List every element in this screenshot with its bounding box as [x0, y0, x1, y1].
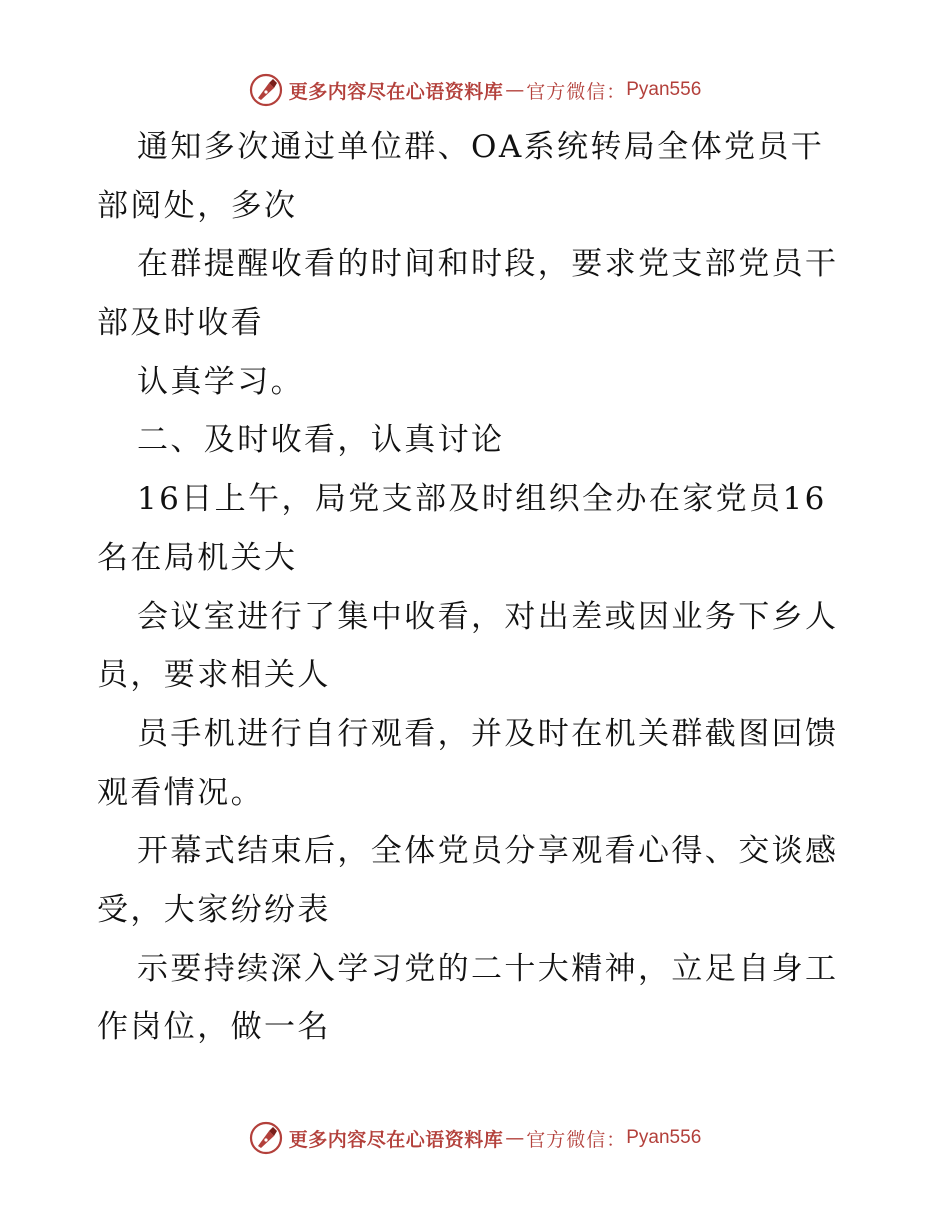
text-line: 二、及时收看，认真讨论: [137, 422, 505, 459]
text-line: 示要持续深入学习党的二十大精神，立足自身工: [137, 950, 839, 987]
text-line: 16日上午，局党支部及时组织全办在家党员16: [137, 481, 827, 518]
footer-watermark: [0, 1118, 950, 1158]
watermark-official-label: 官方微信：: [526, 80, 627, 103]
watermark-wechat-id: Pyan556: [626, 79, 702, 100]
pen-nib-logo-icon: [249, 1121, 283, 1155]
text-line: 名在局机关大: [97, 539, 298, 576]
text-line: 在群提醒收看的时间和时段，要求党支部党员干: [137, 246, 839, 283]
text-line: 受，大家纷纷表: [97, 891, 331, 928]
text-line: 员，要求相关人: [97, 657, 331, 694]
text-line: 通知多次通过单位群、OA系统转局全体党员干: [137, 129, 825, 165]
text-line: 会议室进行了集中收看，对出差或因业务下乡人: [137, 598, 839, 635]
watermark-site-text: 更多内容尽在心语资料库: [288, 1128, 504, 1151]
text-line: 部阅处，多次: [97, 187, 298, 224]
header-watermark: [0, 70, 950, 110]
text-line: 观看情况。: [97, 774, 264, 811]
text-line: 员手机进行自行观看，并及时在机关群截图回馈: [137, 715, 839, 752]
pen-nib-logo-icon: [249, 73, 283, 107]
text-line: 开幕式结束后，全体党员分享观看心得、交谈感: [137, 833, 839, 870]
text-line: 认真学习。: [137, 363, 304, 400]
document-body: [97, 118, 857, 1057]
watermark-site-text: 更多内容尽在心语资料库: [288, 80, 504, 103]
watermark-official-label: 官方微信：: [526, 1128, 627, 1151]
text-line: 作岗位，做一名: [97, 1009, 331, 1046]
watermark-wechat-id: Pyan556: [626, 1127, 702, 1148]
watermark-separator: —: [505, 79, 525, 101]
text-line: 部及时收看: [97, 305, 264, 342]
watermark-separator: —: [505, 1127, 525, 1149]
